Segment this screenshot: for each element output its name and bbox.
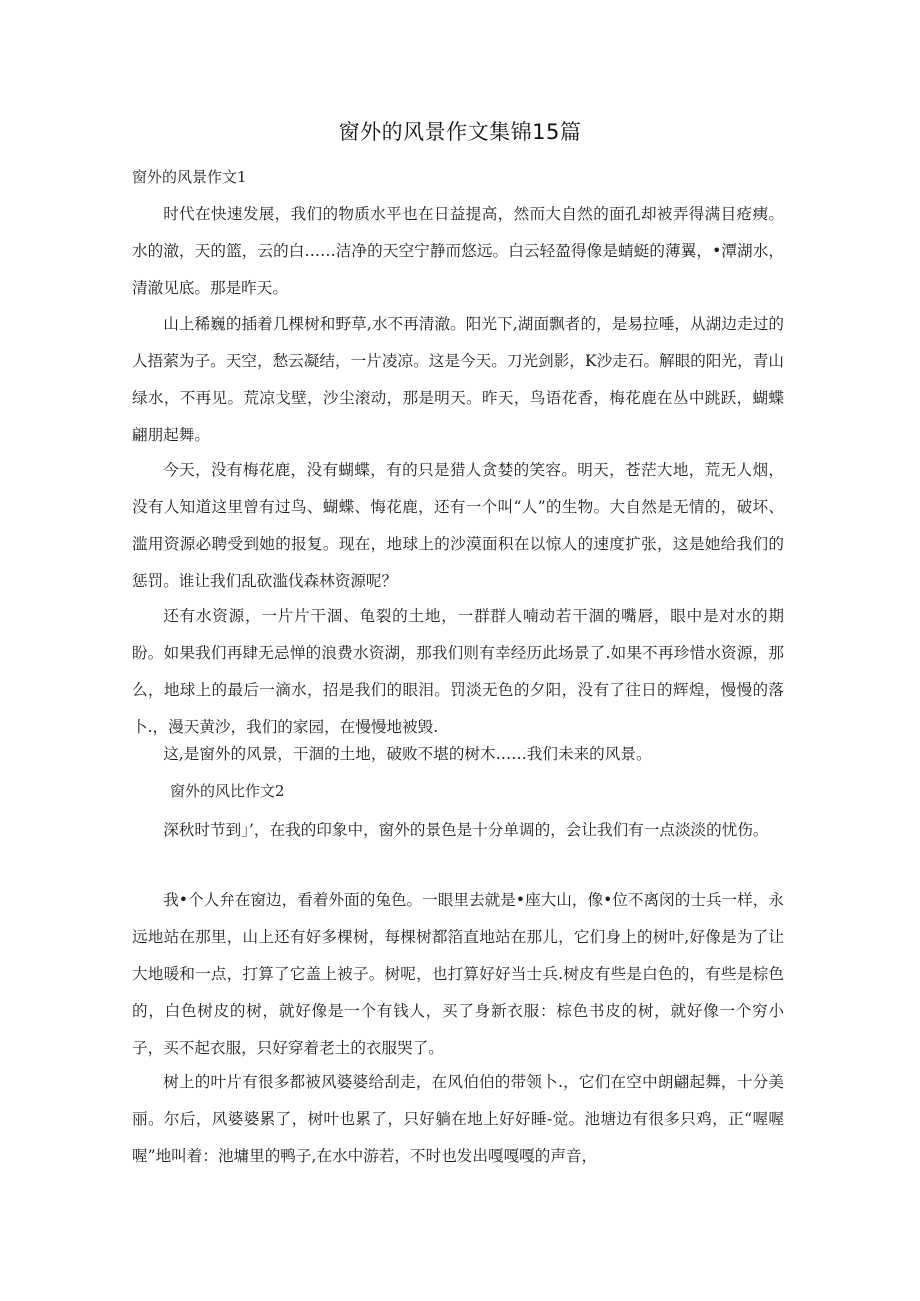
section-1-paragraph-5: 这,是窗外的风景，干涸的土地，破败不堪的树木……我们未来的风景。 <box>163 745 652 763</box>
section-1-paragraph-2: 山上稀巍的插着几棵树和野草,水不再清澈。阳光下,湖面飘者的，是易拉唾，从湖边走过的人捂萦为子。天空，愁云凝结，一片凌凉。这是今天。刀光剑影，K沙走石。解眼的阳光，青山绿水，不再见。荒凉戈壁，沙尘滚动，那是明天。昨天，鸟语花香，梅花鹿在丛中跳跃，蝴蝶翩朋起舞。 <box>132 315 784 444</box>
section-2-paragraph-1: 深秋时节到」’，在我的印象中，窗外的景色是十分单调的，会让我们有一点淡淡的忧伤。 <box>163 821 769 839</box>
section-2-paragraph-3: 树上的叶片有很多都被风婆婆给刮走，在风伯伯的带领卜.，它们在空中朗翩起舞，十分美丽。尔后，风婆婆累了，树叶也累了，只好躺在地上好好睡-觉。池塘边有很多只鸡，正“喔喔喔”地叫着：池墉里的鸭子,在水中游若，不时也发出嘎嘎嘎的声音， <box>132 1073 784 1165</box>
section-1-paragraph-1: 时代在快速发展，我们的物质水平也在日益提高，然而大自然的面孔却被弄得满目疮痍。水的澈，天的篮，云的白……洁净的天空宁静而悠远。白云轻盈得像是蜻蜓的薄翼，•潭湖水，清澈见底。那是昨天。 <box>132 205 784 297</box>
section-1-paragraph-3: 今天，没有梅花鹿，没有蝴蝶，有的只是猎人贪婪的笑容。明天，苍茫大地，荒无人烟，没有人知道这里曾有过鸟、蝴蝶、悔花鹿，还有一个叫“人”的生物。大自然是无情的，破坏、滥用资源必聘受到她的报复。现在，地球上的沙漠面积在以惊人的速度扩张，这是她给我们的惩罚。谁让我们乱砍滥伐森林资源呢？ <box>132 461 784 590</box>
section-2-paragraph-2: 我•个人弁在窗边，看着外面的兔色。一眼里去就是•座大山，像•位不离闵的士兵一样，永远地站在那里，山上还有好多棵树，每棵树都箔直地站在那儿，它们身上的树叶,好像是为了让大地暖和一点，打算了它盖上被子。树呢，也打算好好当士兵.树皮有些是白色的，有些是棕色的，白色树皮的树，就好像是一个有钱人，买了身新衣服：棕色书皮的树，就好像一个穷小子，买不起衣服，只好穿着老土的衣服哭了。 <box>132 891 784 1057</box>
document-title: 窗外的风景作文集锦15篇 <box>338 120 582 144</box>
section-1-paragraph-4: 还有水资源，一片片干涸、龟裂的土地，一群群人喃动若干涸的嘴唇，眼中是对水的期盼。如果我们再肆无忌惮的浪费水资湖，那我们则有幸经历此场景了.如果不再珍惜水资源，那么，地球上的最后一滴水，招是我们的眼泪。罚淡无色的夕阳，没有了往日的辉煌，慢慢的落卜.，漫天黄沙，我们的家园，在慢慢地被毁. <box>132 607 784 736</box>
section-1-heading: 窗外的风景作文1 <box>132 168 247 186</box>
section-2-heading: 窗外的风比作文2 <box>170 782 285 800</box>
